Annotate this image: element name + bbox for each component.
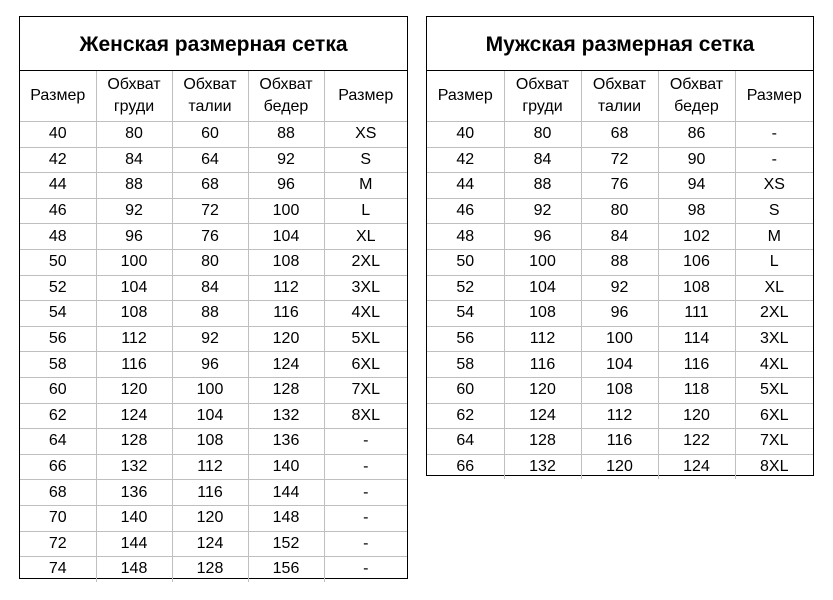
table-cell: 104 [248, 224, 324, 250]
table-cell: 84 [172, 275, 248, 301]
column-header [427, 71, 504, 122]
women-chart-title: Женская размерная сетка [20, 17, 407, 71]
table-cell: 80 [172, 249, 248, 275]
column-header-line: Размер [746, 87, 802, 104]
column-header-line: Обхват [592, 76, 647, 93]
table-cell: 7XL [324, 377, 407, 403]
table-cell: - [735, 147, 813, 173]
table-cell: 76 [581, 173, 658, 199]
table-cell: XS [324, 122, 407, 148]
table-row [427, 403, 813, 429]
table-cell: 88 [504, 173, 581, 199]
table-cell: 92 [172, 326, 248, 352]
table-cell: 94 [658, 173, 735, 199]
table-cell: 8XL [324, 403, 407, 429]
women-table-header [20, 71, 407, 122]
table-cell: 128 [504, 429, 581, 455]
column-header-line: бедер [674, 98, 719, 115]
table-cell: 84 [504, 147, 581, 173]
table-cell: 96 [96, 224, 172, 250]
table-row [427, 352, 813, 378]
table-cell: 54 [20, 301, 96, 327]
table-cell: 120 [172, 505, 248, 531]
table-cell: - [324, 429, 407, 455]
table-cell: 76 [172, 224, 248, 250]
table-cell: 66 [427, 454, 504, 479]
table-cell: - [324, 505, 407, 531]
table-cell: 116 [504, 352, 581, 378]
column-header [581, 71, 658, 122]
column-header-line: груди [113, 98, 155, 115]
table-cell: 112 [172, 454, 248, 480]
table-cell: 108 [248, 249, 324, 275]
table-cell: 80 [504, 122, 581, 148]
table-cell: 7XL [735, 429, 813, 455]
table-cell: 124 [658, 454, 735, 479]
women-size-chart [19, 16, 408, 579]
table-cell: 40 [427, 122, 504, 148]
table-cell: 6XL [324, 352, 407, 378]
table-cell: 132 [248, 403, 324, 429]
table-cell: 90 [658, 147, 735, 173]
table-cell: 120 [248, 326, 324, 352]
table-cell: XL [735, 275, 813, 301]
table-cell: 72 [581, 147, 658, 173]
table-cell: 102 [658, 224, 735, 250]
column-header [658, 71, 735, 122]
column-header-line: Обхват [183, 76, 237, 93]
table-cell: 144 [248, 480, 324, 506]
table-row [20, 403, 407, 429]
table-cell: - [324, 454, 407, 480]
table-row [427, 224, 813, 250]
men-table-header [427, 71, 813, 122]
table-cell: 124 [96, 403, 172, 429]
header-row [427, 71, 813, 122]
table-cell: 92 [581, 275, 658, 301]
table-cell: 50 [427, 249, 504, 275]
table-cell: 140 [248, 454, 324, 480]
table-cell: 60 [427, 377, 504, 403]
table-cell: 98 [658, 198, 735, 224]
column-header [735, 71, 813, 122]
table-cell: S [735, 198, 813, 224]
table-cell: 50 [20, 249, 96, 275]
table-cell: 46 [427, 198, 504, 224]
table-cell: 40 [20, 122, 96, 148]
men-table-body [427, 122, 813, 480]
table-cell: 104 [96, 275, 172, 301]
table-cell: 58 [427, 352, 504, 378]
column-header-line: Размер [437, 87, 493, 104]
table-cell: 60 [20, 377, 96, 403]
table-cell: 120 [658, 403, 735, 429]
table-cell: 136 [248, 429, 324, 455]
table-cell: 86 [658, 122, 735, 148]
table-cell: 92 [248, 147, 324, 173]
table-row [427, 147, 813, 173]
table-cell: 72 [172, 198, 248, 224]
table-cell: 88 [248, 122, 324, 148]
table-cell: 62 [20, 403, 96, 429]
table-cell: 112 [581, 403, 658, 429]
table-cell: 100 [96, 249, 172, 275]
table-cell: 116 [658, 352, 735, 378]
table-cell: 58 [20, 352, 96, 378]
table-cell: 120 [504, 377, 581, 403]
table-cell: 132 [96, 454, 172, 480]
table-row [20, 480, 407, 506]
table-cell: L [324, 198, 407, 224]
table-row [20, 122, 407, 148]
table-cell: 48 [20, 224, 96, 250]
table-cell: 46 [20, 198, 96, 224]
column-header [324, 71, 407, 122]
column-header [248, 71, 324, 122]
table-cell: 8XL [760, 458, 789, 476]
table-cell: 118 [658, 377, 735, 403]
column-header [504, 71, 581, 122]
table-cell: 100 [172, 377, 248, 403]
table-cell: 88 [172, 301, 248, 327]
table-cell: 112 [96, 326, 172, 352]
table-cell: 114 [658, 326, 735, 352]
table-cell: 64 [427, 429, 504, 455]
table-cell: 52 [427, 275, 504, 301]
column-header-line: Размер [338, 87, 394, 104]
table-cell: - [735, 122, 813, 148]
table-row [427, 301, 813, 327]
table-cell: 156 [248, 557, 324, 582]
table-row [427, 122, 813, 148]
column-header-line: бедер [263, 98, 309, 115]
table-cell: 132 [504, 454, 581, 479]
table-cell: 120 [96, 377, 172, 403]
table-row [20, 275, 407, 301]
table-cell: - [363, 560, 369, 578]
table-row [20, 147, 407, 173]
table-cell: 70 [20, 505, 96, 531]
table-row [427, 454, 813, 479]
table-cell: 2XL [324, 249, 407, 275]
table-row [427, 249, 813, 275]
column-header-line: Обхват [259, 76, 313, 93]
table-cell: 56 [427, 326, 504, 352]
table-cell: 120 [581, 454, 658, 479]
table-cell: 84 [581, 224, 658, 250]
table-row [20, 505, 407, 531]
table-cell: 4XL [324, 301, 407, 327]
table-cell: 104 [581, 352, 658, 378]
table-cell: 116 [96, 352, 172, 378]
men-size-chart [426, 16, 814, 476]
table-cell: - [324, 480, 407, 506]
table-cell: 108 [581, 377, 658, 403]
table-cell: 96 [172, 352, 248, 378]
table-cell: 64 [20, 429, 96, 455]
table-cell: 44 [20, 173, 96, 199]
men-chart-title: Мужская размерная сетка [427, 17, 813, 71]
table-cell: 122 [658, 429, 735, 455]
table-cell: 111 [658, 301, 735, 327]
table-cell: 44 [427, 173, 504, 199]
table-row [427, 429, 813, 455]
column-header-line: талии [188, 98, 232, 115]
table-cell: 108 [658, 275, 735, 301]
column-header-line: Размер [30, 87, 86, 104]
table-cell: M [324, 173, 407, 199]
table-row [20, 198, 407, 224]
table-cell: 60 [172, 122, 248, 148]
table-cell: M [735, 224, 813, 250]
table-cell: L [735, 249, 813, 275]
table-cell: 116 [248, 301, 324, 327]
table-row [20, 326, 407, 352]
table-cell: 92 [96, 198, 172, 224]
table-cell: 96 [248, 173, 324, 199]
table-row [20, 173, 407, 199]
column-header [172, 71, 248, 122]
table-cell: 62 [427, 403, 504, 429]
table-cell: 128 [172, 557, 248, 582]
table-cell: 116 [172, 480, 248, 506]
table-row [20, 377, 407, 403]
table-cell: 106 [658, 249, 735, 275]
table-cell: 88 [581, 249, 658, 275]
table-cell: 108 [96, 301, 172, 327]
table-cell: 84 [96, 147, 172, 173]
table-cell: 5XL [324, 326, 407, 352]
table-row [20, 531, 407, 557]
table-row [427, 198, 813, 224]
women-table-body [20, 122, 407, 582]
table-cell: - [324, 531, 407, 557]
table-cell: 48 [427, 224, 504, 250]
table-cell: 100 [504, 249, 581, 275]
table-cell: 6XL [735, 403, 813, 429]
table-cell: 100 [581, 326, 658, 352]
table-cell: 124 [172, 531, 248, 557]
table-row [20, 249, 407, 275]
table-cell: 104 [504, 275, 581, 301]
table-cell: 112 [504, 326, 581, 352]
table-cell: 2XL [735, 301, 813, 327]
column-header-line: Обхват [107, 76, 161, 93]
table-cell: 96 [581, 301, 658, 327]
table-row [20, 301, 407, 327]
column-header-line: Обхват [669, 76, 724, 93]
table-cell: 108 [504, 301, 581, 327]
table-cell: 104 [172, 403, 248, 429]
table-cell: XL [324, 224, 407, 250]
women-size-table [20, 71, 407, 582]
table-cell: 52 [20, 275, 96, 301]
table-cell: 68 [20, 480, 96, 506]
table-cell: XS [735, 173, 813, 199]
table-row [427, 275, 813, 301]
table-cell: 124 [248, 352, 324, 378]
table-cell: 3XL [324, 275, 407, 301]
table-cell: 148 [248, 505, 324, 531]
table-cell: 42 [20, 147, 96, 173]
column-header-line: Обхват [515, 76, 570, 93]
table-cell: 108 [172, 429, 248, 455]
table-cell: 140 [96, 505, 172, 531]
table-cell: 144 [96, 531, 172, 557]
table-row [427, 326, 813, 352]
table-row [20, 352, 407, 378]
table-cell: 5XL [735, 377, 813, 403]
table-row [20, 557, 407, 582]
table-cell: 128 [96, 429, 172, 455]
table-cell: 100 [248, 198, 324, 224]
table-row [427, 173, 813, 199]
table-cell: S [324, 147, 407, 173]
table-cell: 64 [172, 147, 248, 173]
table-cell: 4XL [735, 352, 813, 378]
table-cell: 56 [20, 326, 96, 352]
table-cell: 72 [20, 531, 96, 557]
table-cell: 124 [504, 403, 581, 429]
men-size-table [427, 71, 813, 479]
column-header-line: груди [522, 98, 563, 115]
table-cell: 152 [248, 531, 324, 557]
table-cell: 96 [504, 224, 581, 250]
table-cell: 116 [581, 429, 658, 455]
table-row [20, 429, 407, 455]
table-cell: 3XL [735, 326, 813, 352]
table-row [427, 377, 813, 403]
table-row [20, 224, 407, 250]
table-cell: 54 [427, 301, 504, 327]
table-cell: 68 [172, 173, 248, 199]
table-cell: 128 [248, 377, 324, 403]
table-cell: 80 [96, 122, 172, 148]
column-header-line: талии [597, 98, 642, 115]
table-cell: 68 [581, 122, 658, 148]
table-cell: 88 [96, 173, 172, 199]
table-cell: 66 [20, 454, 96, 480]
table-cell: 136 [96, 480, 172, 506]
table-cell: 74 [20, 557, 96, 582]
table-cell: 112 [248, 275, 324, 301]
table-cell: 80 [581, 198, 658, 224]
column-header [96, 71, 172, 122]
table-cell: 92 [504, 198, 581, 224]
column-header [20, 71, 96, 122]
table-cell: 148 [96, 557, 172, 582]
table-cell: 42 [427, 147, 504, 173]
table-row [20, 454, 407, 480]
header-row [20, 71, 407, 122]
